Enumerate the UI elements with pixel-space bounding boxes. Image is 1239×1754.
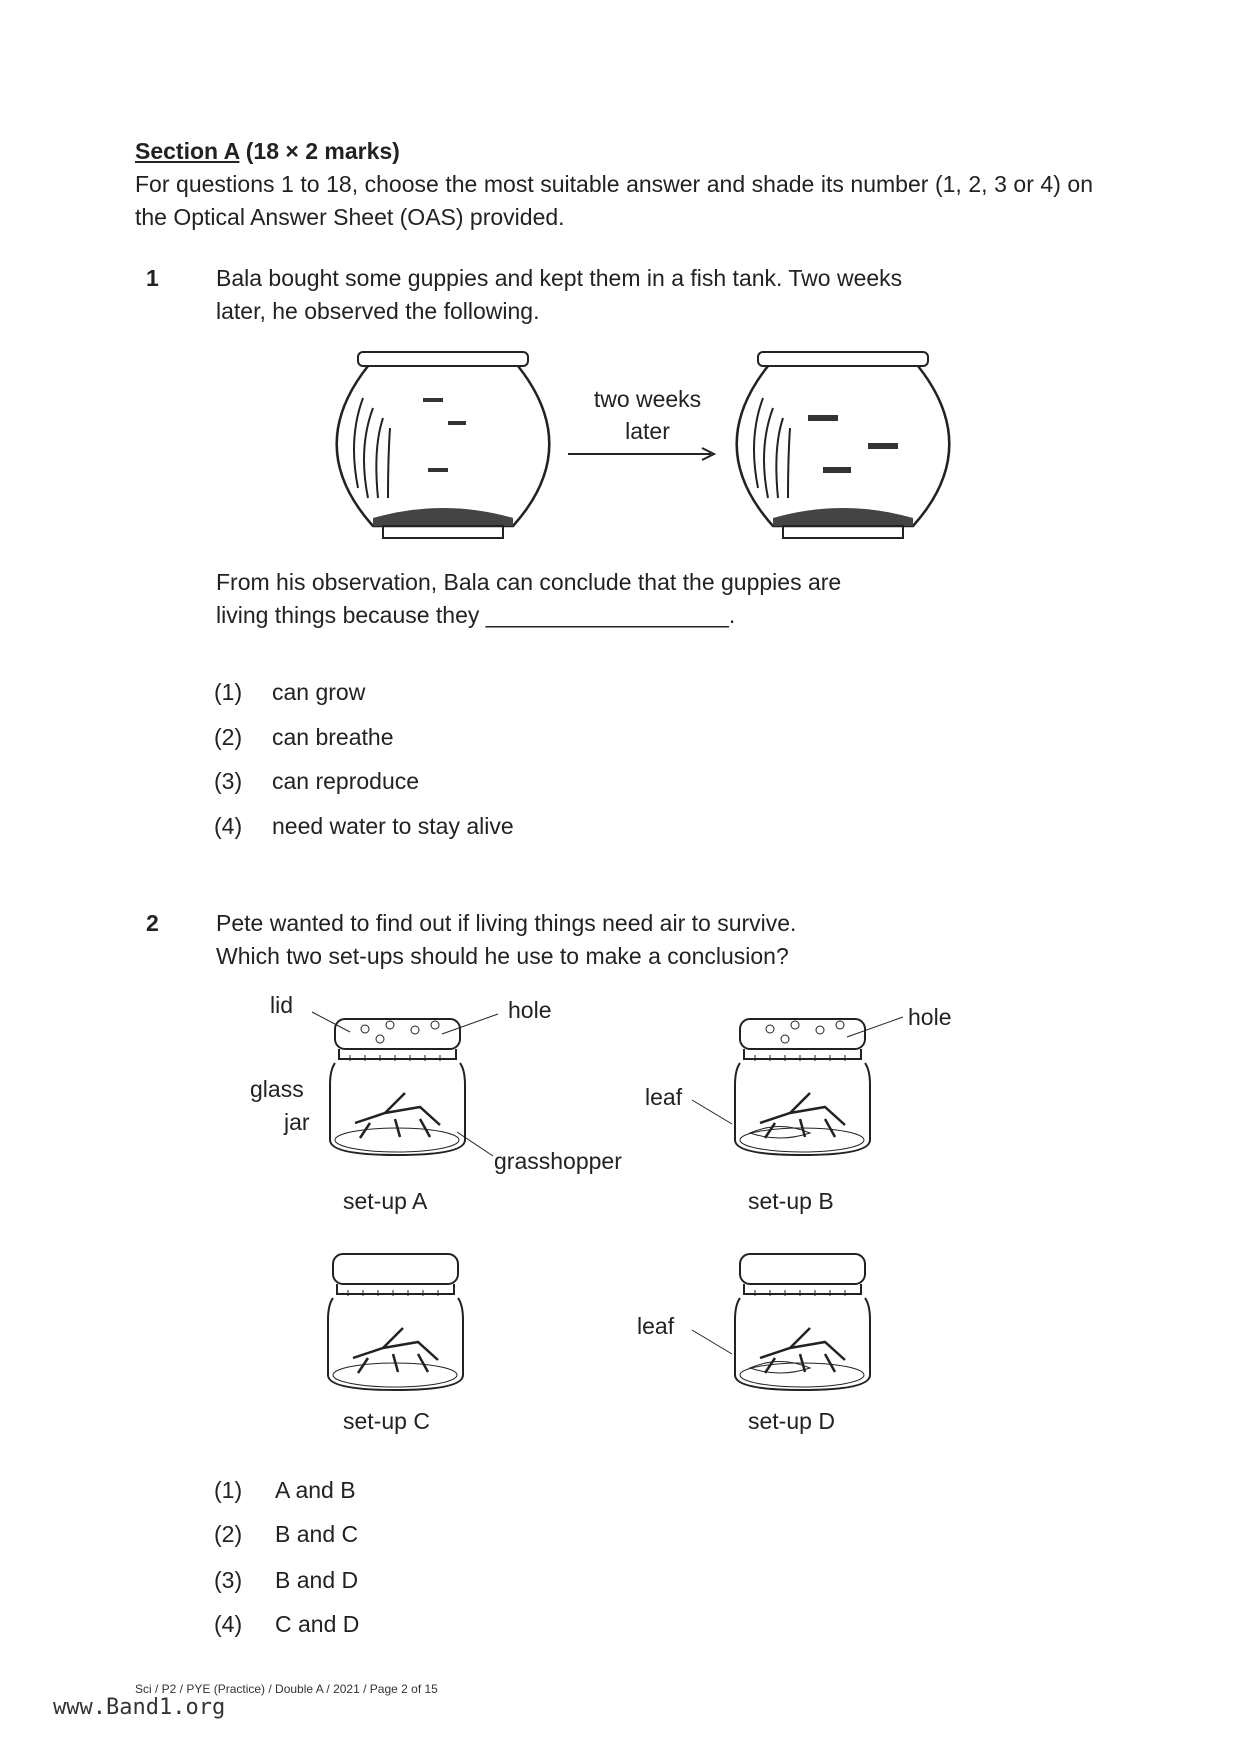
page-footer: Sci / P2 / PYE (Practice) / Double A / 2021 / Page 2 of 15 (135, 1682, 438, 1696)
option-number[interactable]: (2) (214, 1521, 243, 1547)
setup-d-label: set-up D (748, 1408, 835, 1434)
option-number[interactable]: (4) (214, 813, 243, 839)
label-hole: hole (908, 1004, 952, 1030)
leader-line (310, 1010, 355, 1035)
option-text[interactable]: C and D (275, 1611, 360, 1637)
question-stem: Which two set-ups should he use to make a conclusion? (216, 943, 789, 969)
leader-line (440, 1012, 500, 1037)
label-glass: glass (250, 1076, 304, 1102)
arrow-label: two weeks (593, 386, 702, 412)
fishbowl-after-diagram (728, 348, 958, 548)
arrow-label: later (625, 418, 670, 444)
leader-line (455, 1130, 495, 1160)
question-number: 2 (146, 910, 159, 936)
option-text[interactable]: B and D (275, 1567, 359, 1593)
option-text[interactable]: B and C (275, 1521, 359, 1547)
option-text[interactable]: A and B (275, 1477, 356, 1503)
option-text[interactable]: can reproduce (272, 768, 420, 794)
section-title: Section A (135, 138, 240, 164)
option-number[interactable]: (3) (214, 768, 243, 794)
label-hole: hole (508, 997, 552, 1023)
option-number[interactable]: (1) (214, 1477, 243, 1503)
question-prompt: living things because they ___________________. (216, 602, 736, 628)
question-number: 1 (146, 265, 159, 291)
option-number[interactable]: (2) (214, 724, 243, 750)
leader-line (690, 1098, 735, 1128)
label-leaf: leaf (645, 1084, 683, 1110)
jar-setup-c (323, 1250, 468, 1395)
question-stem: Pete wanted to find out if living things need air to survive. (216, 910, 797, 936)
section-instructions: For questions 1 to 18, choose the most suitable answer and shade its number (1, 2, 3 or 4) on the Optical Answer Sheet (OAS) provided. (135, 171, 1093, 230)
leader-line (845, 1015, 905, 1040)
question-prompt: From his observation, Bala can conclude that the guppies are (216, 569, 842, 595)
option-text[interactable]: can breathe (272, 724, 394, 750)
setup-c-label: set-up C (343, 1408, 430, 1434)
option-text[interactable]: can grow (272, 679, 366, 705)
watermark: www.Band1.org (53, 1695, 226, 1720)
option-number[interactable]: (4) (214, 1611, 243, 1637)
arrow-icon (566, 446, 718, 462)
leader-line (690, 1328, 735, 1358)
label-lid: lid (270, 992, 294, 1018)
question-stem: later, he observed the following. (216, 298, 540, 324)
section-marks: (18 × 2 marks) (245, 138, 400, 164)
fishbowl-before-diagram (328, 348, 558, 548)
option-number[interactable]: (3) (214, 1567, 243, 1593)
option-number[interactable]: (1) (214, 679, 243, 705)
option-text[interactable]: need water to stay alive (272, 813, 514, 839)
question-stem: Bala bought some guppies and kept them in a fish tank. Two weeks (216, 265, 903, 291)
setup-b-label: set-up B (748, 1188, 834, 1214)
section-heading (135, 140, 400, 163)
setup-a-label: set-up A (343, 1188, 428, 1214)
jar-setup-d (730, 1250, 875, 1395)
label-jar: jar (284, 1109, 310, 1135)
label-leaf: leaf (637, 1313, 675, 1339)
label-grasshopper: grasshopper (494, 1148, 622, 1174)
